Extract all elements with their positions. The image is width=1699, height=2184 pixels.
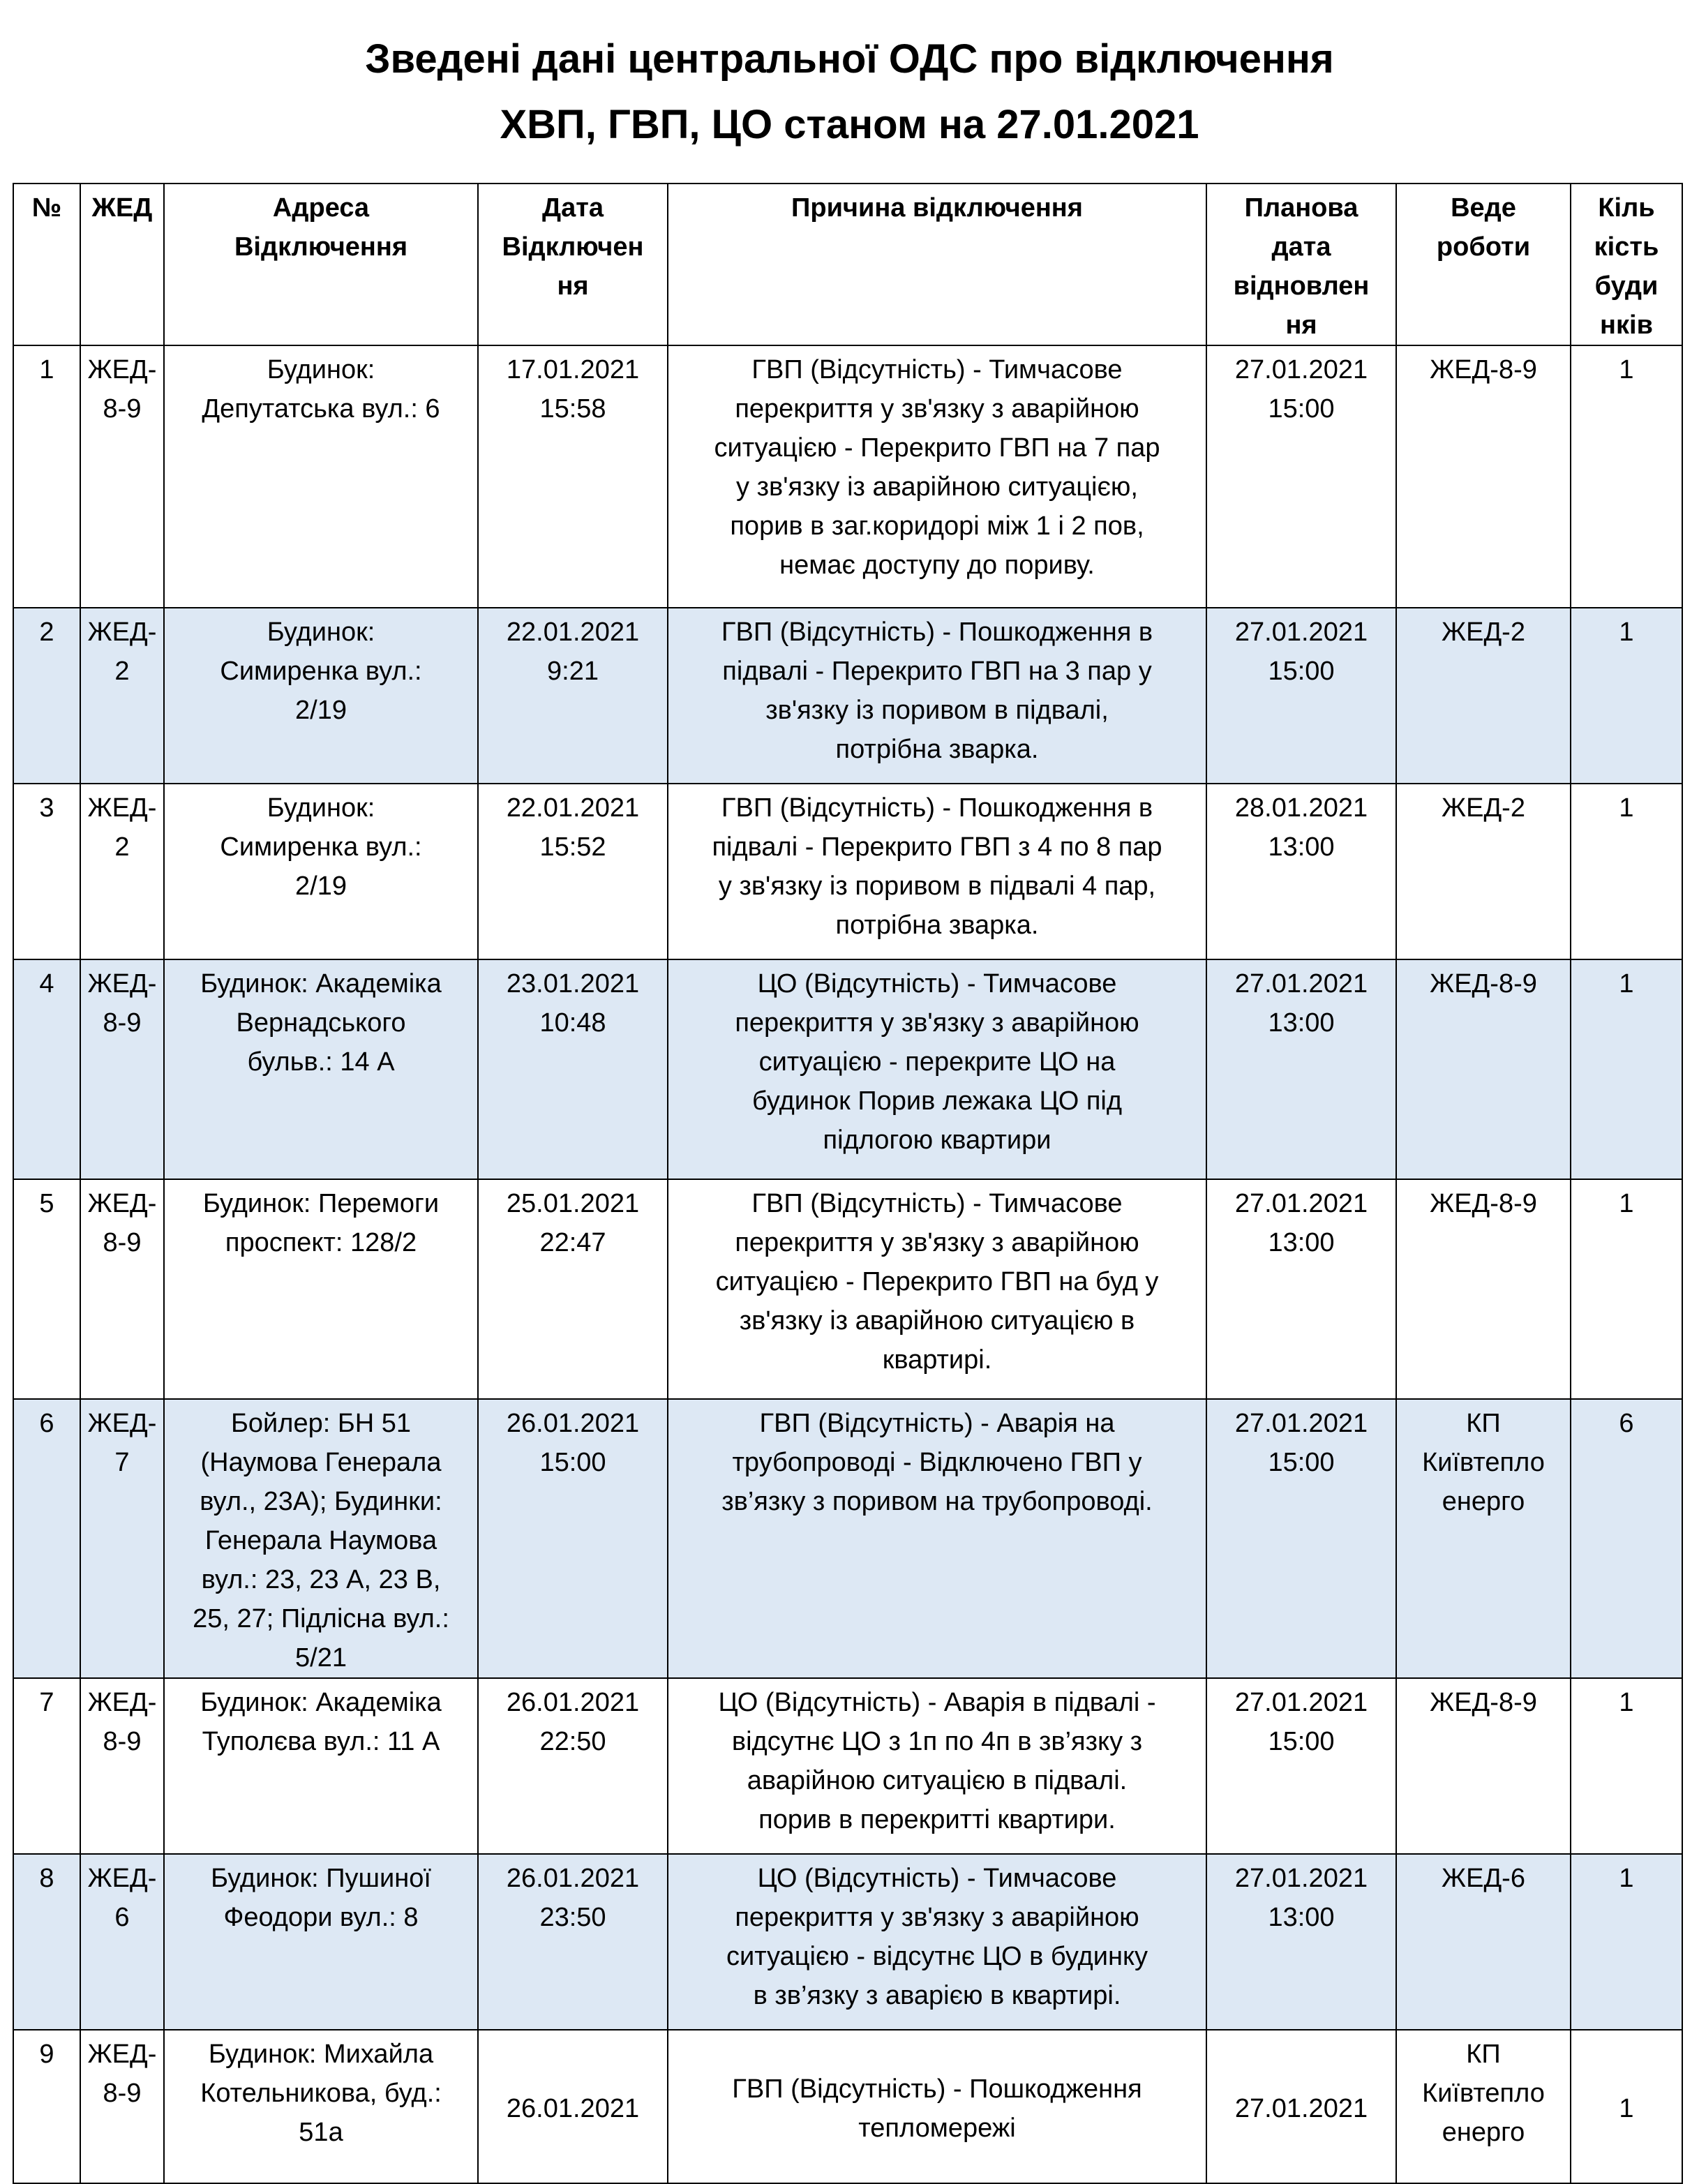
cell-reason-line: ЦО (Відсутність) - Аварія в підвалі - xyxy=(718,1688,1156,1717)
table-row xyxy=(13,345,1682,608)
cell-planned xyxy=(1206,1179,1396,1399)
cell-reason-line: квартирі. xyxy=(882,1345,992,1375)
cell-count: 1 xyxy=(1571,1854,1682,2030)
cell-num: 8 xyxy=(13,1854,80,2030)
cell-address xyxy=(164,959,478,1179)
cell-planned-line: 27.01.2021 xyxy=(1234,355,1368,384)
cell-planned-line: 15:00 xyxy=(1268,1727,1335,1756)
cell-planned xyxy=(1206,2030,1396,2183)
cell-reason-line: тепломережі xyxy=(858,2114,1016,2143)
cell-reason-line: трубопроводі - Відключено ГВП у xyxy=(732,1448,1142,1477)
cell-reason-line: ситуацією - перекрите ЦО на xyxy=(758,1047,1116,1077)
cell-num: 6 xyxy=(13,1399,80,1678)
cell-planned-line: 13:00 xyxy=(1268,1228,1335,1257)
cell-date-off xyxy=(478,1399,668,1678)
cell-address xyxy=(164,345,478,608)
cell-planned-line: 27.01.2021 xyxy=(1234,1409,1368,1438)
cell-reason-line: ситуацією - Перекрито ГВП на буд у xyxy=(715,1267,1159,1296)
cell-zhed xyxy=(80,784,164,959)
cell-reason-line: ГВП (Відсутність) - Пошкодження в xyxy=(721,618,1153,647)
cell-planned-line: 13:00 xyxy=(1268,832,1335,862)
cell-date-off-line: 26.01.2021 xyxy=(506,2094,640,2123)
cell-planned-line: 15:00 xyxy=(1268,1448,1335,1477)
cell-date-off-line: 22.01.2021 xyxy=(506,793,640,823)
cell-works-line: ЖЕД-8-9 xyxy=(1430,969,1537,998)
cell-reason-line: в зв’язку з аварією в квартирі. xyxy=(753,1981,1121,2010)
cell-date-off-line: 10:48 xyxy=(539,1008,606,1038)
cell-date-off-line: 26.01.2021 xyxy=(506,1409,640,1438)
title-line-1: Зведені дані центральної ОДС про відключення xyxy=(365,36,1334,82)
cell-zhed xyxy=(80,1854,164,2030)
cell-planned-line: 13:00 xyxy=(1268,1903,1335,1932)
cell-address-line: Будинок: Перемоги xyxy=(202,1189,440,1218)
cell-zhed-line: 8-9 xyxy=(103,2079,142,2108)
table-header-row xyxy=(13,184,1682,345)
cell-reason xyxy=(668,1179,1206,1399)
cell-address-line: проспект: 128/2 xyxy=(225,1228,417,1257)
cell-works-line: енерго xyxy=(1442,1487,1525,1516)
cell-reason-line: ГВП (Відсутність) - Пошкодження xyxy=(732,2074,1142,2104)
cell-zhed-line: 8-9 xyxy=(103,1008,142,1038)
cell-reason-line: зв'язку із поривом в підвалі, xyxy=(765,696,1109,725)
cell-planned-line: 27.01.2021 xyxy=(1234,2094,1368,2123)
cell-reason-line: зв’язку з поривом на трубопроводі. xyxy=(721,1487,1153,1516)
cell-address-line: (Наумова Генерала xyxy=(200,1448,442,1477)
cell-num: 7 xyxy=(13,1678,80,1854)
cell-works xyxy=(1396,1179,1571,1399)
cell-address-line: Будинок: xyxy=(267,355,375,384)
cell-reason xyxy=(668,2030,1206,2183)
table-row xyxy=(13,1399,1682,1678)
cell-date-off xyxy=(478,608,668,784)
cell-zhed xyxy=(80,2030,164,2183)
cell-reason-line: ЦО (Відсутність) - Тимчасове xyxy=(757,1864,1117,1893)
header-address: Адреса Відключення xyxy=(164,184,478,345)
cell-date-off xyxy=(478,1678,668,1854)
cell-works xyxy=(1396,608,1571,784)
cell-planned-line: 15:00 xyxy=(1268,657,1335,686)
cell-address xyxy=(164,2030,478,2183)
cell-planned-line: 27.01.2021 xyxy=(1234,618,1368,647)
cell-address-line: Вернадського xyxy=(236,1008,406,1038)
cell-date-off-line: 22:50 xyxy=(539,1727,606,1756)
cell-zhed-line: ЖЕД- xyxy=(87,1864,157,1893)
cell-num: 2 xyxy=(13,608,80,784)
cell-date-off xyxy=(478,784,668,959)
table-row xyxy=(13,608,1682,784)
cell-planned-line: 27.01.2021 xyxy=(1234,969,1368,998)
cell-works-line: КП xyxy=(1466,1409,1501,1438)
cell-zhed-line: ЖЕД- xyxy=(87,793,157,823)
cell-reason-line: підлогою квартири xyxy=(823,1125,1051,1155)
cell-address-line: Симиренка вул.: xyxy=(220,832,422,862)
cell-address-line: Будинок: Михайла xyxy=(208,2040,434,2069)
cell-address xyxy=(164,1399,478,1678)
table-row xyxy=(13,1854,1682,2030)
cell-zhed-line: ЖЕД- xyxy=(87,2040,157,2069)
cell-zhed-line: 7 xyxy=(114,1448,130,1477)
cell-reason-line: ГВП (Відсутність) - Аварія на xyxy=(759,1409,1115,1438)
cell-reason-line: порив в перекритті квартири. xyxy=(758,1805,1116,1834)
cell-count: 6 xyxy=(1571,1399,1682,1678)
header-count: Кіль кість буди нків xyxy=(1571,184,1682,345)
cell-num: 5 xyxy=(13,1179,80,1399)
header-planned: Планова дата відновлен ня xyxy=(1206,184,1396,345)
header-zhed: ЖЕД xyxy=(80,184,164,345)
cell-address xyxy=(164,1854,478,2030)
cell-zhed xyxy=(80,345,164,608)
cell-works xyxy=(1396,784,1571,959)
cell-address-line: Генерала Наумова xyxy=(204,1526,437,1555)
cell-planned xyxy=(1206,345,1396,608)
cell-reason-line: відсутнє ЦО з 1п по 4п в зв’язку з xyxy=(731,1727,1143,1756)
cell-count: 1 xyxy=(1571,345,1682,608)
cell-address-line: Туполєва вул.: 11 А xyxy=(202,1727,440,1756)
table-row xyxy=(13,2030,1682,2183)
cell-num: 3 xyxy=(13,784,80,959)
table-row xyxy=(13,1678,1682,1854)
cell-zhed xyxy=(80,1399,164,1678)
cell-reason-line: ЦО (Відсутність) - Тимчасове xyxy=(757,969,1117,998)
cell-reason-line: у зв'язку із аварійною ситуацією, xyxy=(736,472,1138,502)
cell-reason-line: ситуацією - Перекрито ГВП на 7 пар xyxy=(714,433,1160,463)
header-num: № xyxy=(13,184,80,345)
cell-reason-line: зв'язку із аварійною ситуацією в xyxy=(739,1306,1135,1336)
cell-date-off-line: 9:21 xyxy=(547,657,599,686)
cell-planned xyxy=(1206,959,1396,1179)
cell-date-off xyxy=(478,1179,668,1399)
cell-zhed xyxy=(80,1179,164,1399)
cell-address-line: вул.: 23, 23 А, 23 В, xyxy=(201,1565,441,1594)
cell-address-line: вул., 23А); Будинки: xyxy=(200,1487,442,1516)
cell-reason-line: перекриття у зв'язку з аварійною xyxy=(735,1903,1139,1932)
cell-zhed-line: ЖЕД- xyxy=(87,969,157,998)
cell-date-off-line: 15:52 xyxy=(539,832,606,862)
table-row xyxy=(13,1179,1682,1399)
cell-planned-line: 28.01.2021 xyxy=(1234,793,1368,823)
cell-zhed xyxy=(80,608,164,784)
cell-date-off xyxy=(478,2030,668,2183)
cell-address xyxy=(164,1179,478,1399)
cell-date-off-line: 25.01.2021 xyxy=(506,1189,640,1218)
table-body xyxy=(13,345,1682,2183)
cell-count: 1 xyxy=(1571,2030,1682,2183)
cell-reason-line: порив в заг.коридорі між 1 і 2 пов, xyxy=(730,511,1144,541)
cell-works xyxy=(1396,345,1571,608)
cell-reason xyxy=(668,345,1206,608)
cell-reason-line: перекриття у зв'язку з аварійною xyxy=(735,1228,1139,1257)
header-works: Веде роботи xyxy=(1396,184,1571,345)
outages-table xyxy=(13,183,1683,2184)
cell-reason xyxy=(668,1854,1206,2030)
cell-reason-line: ГВП (Відсутність) - Тимчасове xyxy=(751,1189,1123,1218)
cell-reason-line: перекриття у зв'язку з аварійною xyxy=(735,1008,1139,1038)
cell-count: 1 xyxy=(1571,608,1682,784)
cell-planned-line: 27.01.2021 xyxy=(1234,1688,1368,1717)
cell-reason-line: у зв'язку із поривом в підвалі 4 пар, xyxy=(718,872,1156,901)
cell-reason-line: потрібна зварка. xyxy=(835,735,1039,764)
cell-zhed-line: 2 xyxy=(114,657,130,686)
cell-reason xyxy=(668,1399,1206,1678)
cell-address-line: Депутатська вул.: 6 xyxy=(202,394,440,424)
cell-works xyxy=(1396,2030,1571,2183)
cell-reason-line: підвалі - Перекрито ГВП з 4 по 8 пар xyxy=(712,832,1162,862)
cell-planned xyxy=(1206,784,1396,959)
cell-address-line: Будинок: xyxy=(267,793,375,823)
cell-address-line: 25, 27; Підлісна вул.: xyxy=(193,1604,449,1633)
cell-reason-line: потрібна зварка. xyxy=(835,911,1039,940)
cell-reason-line: аварійною ситуацією в підвалі. xyxy=(747,1766,1128,1795)
cell-planned-line: 27.01.2021 xyxy=(1234,1864,1368,1893)
cell-reason xyxy=(668,608,1206,784)
cell-date-off-line: 15:58 xyxy=(539,394,606,424)
cell-address-line: Котельникова, буд.: xyxy=(200,2079,442,2108)
cell-works-line: Київтепло xyxy=(1422,1448,1545,1477)
title-line-2: ХВП, ГВП, ЦО станом на 27.01.2021 xyxy=(500,102,1199,147)
cell-planned-line: 27.01.2021 xyxy=(1234,1189,1368,1218)
cell-date-off xyxy=(478,345,668,608)
cell-reason-line: будинок Порив лежака ЦО під xyxy=(751,1086,1123,1116)
cell-reason-line: ГВП (Відсутність) - Пошкодження в xyxy=(721,793,1153,823)
cell-address-line: 2/19 xyxy=(295,696,347,725)
cell-count: 1 xyxy=(1571,784,1682,959)
document-title xyxy=(0,27,1699,158)
cell-date-off-line: 23.01.2021 xyxy=(506,969,640,998)
cell-zhed-line: 8-9 xyxy=(103,394,142,424)
cell-date-off-line: 17.01.2021 xyxy=(506,355,640,384)
cell-reason-line: підвалі - Перекрито ГВП на 3 пар у xyxy=(722,657,1152,686)
cell-zhed-line: 8-9 xyxy=(103,1727,142,1756)
cell-reason-line: ситуацією - відсутнє ЦО в будинку xyxy=(726,1942,1148,1971)
cell-works-line: ЖЕД-2 xyxy=(1442,618,1525,647)
cell-date-off-line: 15:00 xyxy=(539,1448,606,1477)
cell-address-line: Феодори вул.: 8 xyxy=(223,1903,419,1932)
cell-works-line: Київтепло xyxy=(1422,2079,1545,2108)
cell-date-off-line: 22.01.2021 xyxy=(506,618,640,647)
header-date-off: Дата Відключен ня xyxy=(478,184,668,345)
table-row xyxy=(13,784,1682,959)
cell-address-line: Бойлер: БН 51 xyxy=(230,1409,412,1438)
cell-reason xyxy=(668,784,1206,959)
cell-zhed-line: ЖЕД- xyxy=(87,1409,157,1438)
cell-reason-line: перекриття у зв'язку з аварійною xyxy=(735,394,1139,424)
cell-works-line: ЖЕД-8-9 xyxy=(1430,1688,1537,1717)
cell-reason xyxy=(668,959,1206,1179)
cell-zhed xyxy=(80,959,164,1179)
cell-works-line: енерго xyxy=(1442,2118,1525,2147)
cell-reason-line: ГВП (Відсутність) - Тимчасове xyxy=(751,355,1123,384)
cell-count: 1 xyxy=(1571,1678,1682,1854)
cell-planned xyxy=(1206,608,1396,784)
cell-works-line: ЖЕД-8-9 xyxy=(1430,355,1537,384)
cell-zhed-line: 8-9 xyxy=(103,1228,142,1257)
cell-address-line: бульв.: 14 А xyxy=(247,1047,395,1077)
cell-address-line: Будинок: xyxy=(267,618,375,647)
cell-count: 1 xyxy=(1571,1179,1682,1399)
cell-address-line: Будинок: Академіка xyxy=(200,969,442,998)
cell-date-off-line: 22:47 xyxy=(539,1228,606,1257)
cell-zhed-line: ЖЕД- xyxy=(87,355,157,384)
cell-planned xyxy=(1206,1854,1396,2030)
cell-works xyxy=(1396,1678,1571,1854)
cell-zhed-line: 2 xyxy=(114,832,130,862)
cell-address xyxy=(164,1678,478,1854)
cell-reason xyxy=(668,1678,1206,1854)
cell-address xyxy=(164,784,478,959)
cell-planned-line: 13:00 xyxy=(1268,1008,1335,1038)
cell-works xyxy=(1396,1854,1571,2030)
cell-address-line: 5/21 xyxy=(295,1643,347,1673)
cell-planned xyxy=(1206,1399,1396,1678)
cell-date-off-line: 23:50 xyxy=(539,1903,606,1932)
cell-date-off xyxy=(478,959,668,1179)
header-reason: Причина відключення xyxy=(668,184,1206,345)
cell-zhed-line: ЖЕД- xyxy=(87,1189,157,1218)
cell-num: 9 xyxy=(13,2030,80,2183)
cell-address-line: 51а xyxy=(299,2118,343,2147)
cell-count: 1 xyxy=(1571,959,1682,1179)
cell-works-line: ЖЕД-2 xyxy=(1442,793,1525,823)
cell-works-line: КП xyxy=(1466,2040,1501,2069)
cell-num: 1 xyxy=(13,345,80,608)
cell-works-line: ЖЕД-8-9 xyxy=(1430,1189,1537,1218)
cell-address-line: Будинок: Академіка xyxy=(200,1688,442,1717)
cell-address xyxy=(164,608,478,784)
cell-num: 4 xyxy=(13,959,80,1179)
cell-works-line: ЖЕД-6 xyxy=(1442,1864,1525,1893)
cell-address-line: 2/19 xyxy=(295,872,347,901)
table-row xyxy=(13,959,1682,1179)
cell-works xyxy=(1396,959,1571,1179)
cell-reason-line: немає доступу до пориву. xyxy=(779,551,1095,580)
cell-date-off-line: 26.01.2021 xyxy=(506,1688,640,1717)
cell-address-line: Будинок: Пушиної xyxy=(211,1864,431,1893)
cell-works xyxy=(1396,1399,1571,1678)
cell-date-off xyxy=(478,1854,668,2030)
cell-zhed xyxy=(80,1678,164,1854)
cell-zhed-line: 6 xyxy=(114,1903,130,1932)
cell-zhed-line: ЖЕД- xyxy=(87,618,157,647)
cell-planned-line: 15:00 xyxy=(1268,394,1335,424)
cell-zhed-line: ЖЕД- xyxy=(87,1688,157,1717)
cell-planned xyxy=(1206,1678,1396,1854)
cell-address-line: Симиренка вул.: xyxy=(220,657,422,686)
cell-date-off-line: 26.01.2021 xyxy=(506,1864,640,1893)
